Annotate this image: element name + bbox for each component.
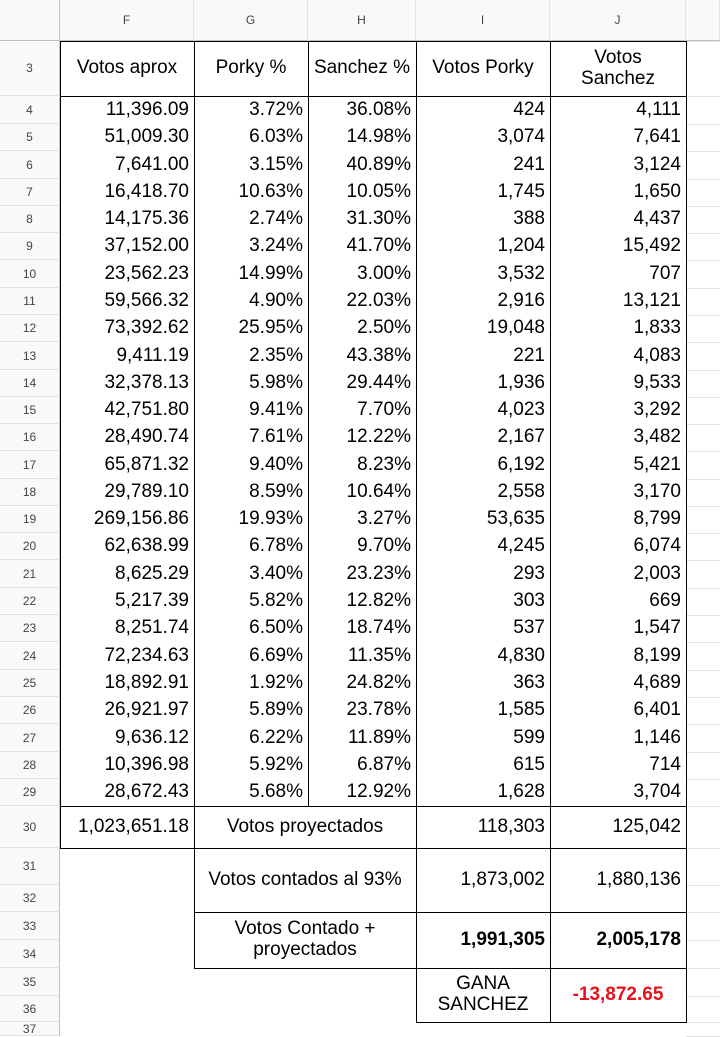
table-cell[interactable]: 23.78% xyxy=(346,699,411,721)
table-cell[interactable]: 3.40% xyxy=(249,562,303,584)
votos-proyectados-label[interactable]: Votos proyectados xyxy=(226,815,384,837)
row-header-32[interactable]: 32 xyxy=(0,885,60,912)
table-cell[interactable]: 3,170 xyxy=(633,481,681,503)
table-cell[interactable]: 424 xyxy=(513,98,545,120)
table-cell[interactable]: 14.99% xyxy=(238,262,303,284)
border-line xyxy=(550,41,551,806)
table-cell[interactable]: 6.69% xyxy=(249,644,303,666)
table-cell[interactable]: 5.68% xyxy=(249,781,303,803)
row-header-10[interactable]: 10 xyxy=(0,260,60,288)
total-votos-aprox[interactable]: 1,023,651.18 xyxy=(78,815,189,837)
table-cell[interactable]: 3,704 xyxy=(633,781,681,803)
table-cell[interactable]: 12.92% xyxy=(346,781,411,803)
table-cell[interactable]: 10.63% xyxy=(238,181,303,203)
border-line xyxy=(194,848,195,968)
table-cell[interactable]: 29.44% xyxy=(346,372,411,394)
table-cell[interactable]: 1,585 xyxy=(497,699,545,721)
contados-porky[interactable]: 1,873,002 xyxy=(460,868,545,890)
gridline xyxy=(686,560,720,561)
column-header-g[interactable]: G xyxy=(194,0,308,41)
table-cell[interactable]: 12.22% xyxy=(346,426,411,448)
gridline xyxy=(686,96,720,97)
row-header-18[interactable]: 18 xyxy=(0,479,60,506)
border-line xyxy=(194,912,687,913)
table-cell[interactable]: 669 xyxy=(649,590,681,612)
gridline xyxy=(686,424,720,425)
border-line xyxy=(416,1022,687,1023)
row-header-15[interactable]: 15 xyxy=(0,397,60,424)
table-cell[interactable]: 62,638.99 xyxy=(104,535,189,557)
table-cell[interactable]: 7.70% xyxy=(357,399,411,421)
row-header-34[interactable]: 34 xyxy=(0,940,60,968)
table-cell[interactable]: 5.82% xyxy=(249,590,303,612)
table-cell[interactable]: 15,492 xyxy=(622,235,681,257)
gridline xyxy=(686,41,720,42)
row-header-21[interactable]: 21 xyxy=(0,560,60,588)
gridline xyxy=(686,151,720,152)
table-cell[interactable]: 3.72% xyxy=(249,98,303,120)
table-cell[interactable]: 2,003 xyxy=(633,562,681,584)
gridline xyxy=(686,315,720,316)
table-cell[interactable]: 2.35% xyxy=(249,344,303,366)
gridline xyxy=(686,288,720,289)
table-cell[interactable]: 4,245 xyxy=(497,535,545,557)
row-header-22[interactable]: 22 xyxy=(0,588,60,615)
table-cell[interactable]: 31.30% xyxy=(346,208,411,230)
table-cell[interactable]: 6.87% xyxy=(357,754,411,776)
table-cell[interactable]: 73,392.62 xyxy=(104,317,189,339)
gridline xyxy=(686,724,720,725)
table-cell[interactable]: 59,566.32 xyxy=(104,290,189,312)
border-line xyxy=(60,848,687,849)
table-cell[interactable]: 18,892.91 xyxy=(104,672,189,694)
gana-sanchez-label[interactable]: GANA SANCHEZ xyxy=(437,973,529,1015)
border-line xyxy=(308,41,309,806)
row-header-14[interactable]: 14 xyxy=(0,370,60,397)
border-line xyxy=(550,968,551,1022)
row-header-6[interactable]: 6 xyxy=(0,151,60,179)
table-cell[interactable]: 2,558 xyxy=(497,481,545,503)
table-cell[interactable]: 43.38% xyxy=(346,344,411,366)
table-cell[interactable]: 26,921.97 xyxy=(104,699,189,721)
column-header-j[interactable]: J xyxy=(550,0,686,41)
border-line xyxy=(416,806,417,848)
row-header-37[interactable]: 37 xyxy=(0,1022,60,1036)
border-line xyxy=(194,806,195,848)
table-cell[interactable]: 7,641 xyxy=(633,126,681,148)
gridline xyxy=(686,670,720,671)
table-cell[interactable]: 4,083 xyxy=(633,344,681,366)
table-cell[interactable]: 18.74% xyxy=(346,617,411,639)
table-cell[interactable]: 22.03% xyxy=(346,290,411,312)
table-cell[interactable]: 29,789.10 xyxy=(104,481,189,503)
table-cell[interactable]: 363 xyxy=(513,672,545,694)
row-header-17[interactable]: 17 xyxy=(0,451,60,479)
table-cell[interactable]: 1,650 xyxy=(633,181,681,203)
difference-value[interactable]: -13,872.65 xyxy=(572,983,664,1005)
gridline xyxy=(686,752,720,753)
table-cell[interactable]: 303 xyxy=(513,590,545,612)
row-header-26[interactable]: 26 xyxy=(0,697,60,724)
row-header-12[interactable]: 12 xyxy=(0,315,60,342)
header-sanchez-[interactable]: Sanchez % xyxy=(313,57,411,79)
row-header-16[interactable]: 16 xyxy=(0,424,60,451)
table-cell[interactable]: 4,437 xyxy=(633,208,681,230)
border-line xyxy=(194,968,687,969)
row-header-4[interactable]: 4 xyxy=(0,96,60,124)
table-cell[interactable]: 9,411.19 xyxy=(116,344,189,366)
table-cell[interactable]: 6,074 xyxy=(633,535,681,557)
table-cell[interactable]: 11,396.09 xyxy=(105,98,189,120)
table-cell[interactable]: 4,689 xyxy=(633,672,681,694)
border-line xyxy=(60,96,687,97)
column-header-f[interactable]: F xyxy=(60,0,194,41)
select-all-corner[interactable] xyxy=(0,0,60,41)
table-cell[interactable]: 9.40% xyxy=(249,453,303,475)
table-cell[interactable]: 51,009.30 xyxy=(104,126,189,148)
gridline xyxy=(686,533,720,534)
row-header-33[interactable]: 33 xyxy=(0,912,60,940)
gridline xyxy=(686,397,720,398)
table-cell[interactable]: 10.05% xyxy=(346,181,411,203)
table-cell[interactable]: 8,625.29 xyxy=(115,562,189,584)
gridline xyxy=(686,912,720,913)
table-cell[interactable]: 7,641.00 xyxy=(115,153,189,175)
table-cell[interactable]: 9,636.12 xyxy=(115,726,189,748)
table-cell[interactable]: 40.89% xyxy=(346,153,411,175)
table-cell[interactable]: 1,204 xyxy=(497,235,545,257)
border-line xyxy=(60,806,687,807)
gridline xyxy=(686,885,720,886)
table-cell[interactable]: 4,023 xyxy=(497,399,545,421)
table-cell[interactable]: 3,074 xyxy=(497,126,545,148)
table-cell[interactable]: 53,635 xyxy=(486,508,545,530)
gridline xyxy=(686,124,720,125)
row-header-20[interactable]: 20 xyxy=(0,533,60,560)
table-cell[interactable]: 28,672.43 xyxy=(104,781,189,803)
table-cell[interactable]: 23,562.23 xyxy=(104,262,189,284)
table-cell[interactable]: 1,547 xyxy=(633,617,681,639)
table-cell[interactable]: 1.92% xyxy=(249,672,303,694)
table-cell[interactable]: 6,401 xyxy=(633,699,681,721)
table-cell[interactable]: 1,146 xyxy=(633,726,681,748)
row-header-30[interactable]: 30 xyxy=(0,806,60,848)
row-header-7[interactable]: 7 xyxy=(0,179,60,206)
table-cell[interactable]: 3,124 xyxy=(633,153,681,175)
table-cell[interactable]: 537 xyxy=(513,617,545,639)
table-cell[interactable]: 2.74% xyxy=(249,208,303,230)
table-cell[interactable]: 8.23% xyxy=(357,453,411,475)
border-line xyxy=(194,41,195,806)
header-votos-aprox[interactable]: Votos aprox xyxy=(76,57,178,79)
gridline xyxy=(686,233,720,234)
border-line xyxy=(686,968,687,1022)
border-line xyxy=(686,806,687,848)
table-cell[interactable]: 41.70% xyxy=(346,235,411,257)
row-header-11[interactable]: 11 xyxy=(0,288,60,315)
table-cell[interactable]: 3,532 xyxy=(497,262,545,284)
header-porky-[interactable]: Porky % xyxy=(215,57,287,79)
border-line xyxy=(686,848,687,968)
row-header-27[interactable]: 27 xyxy=(0,724,60,752)
table-cell[interactable]: 3.15% xyxy=(249,153,303,175)
table-cell[interactable]: 28,490.74 xyxy=(104,426,189,448)
border-line xyxy=(550,848,551,968)
table-cell[interactable]: 269,156.86 xyxy=(93,508,189,530)
table-cell[interactable]: 9.41% xyxy=(249,399,303,421)
gridline xyxy=(686,451,720,452)
table-cell[interactable]: 2.50% xyxy=(357,317,411,339)
border-line xyxy=(60,41,687,42)
gridline xyxy=(686,342,720,343)
table-cell[interactable]: 8,199 xyxy=(633,644,681,666)
border-line xyxy=(416,848,417,968)
table-cell[interactable]: 714 xyxy=(649,754,681,776)
table-cell[interactable]: 4,830 xyxy=(497,644,545,666)
gridline xyxy=(686,260,720,261)
table-cell[interactable]: 72,234.63 xyxy=(104,644,189,666)
table-cell[interactable]: 599 xyxy=(513,726,545,748)
gridline xyxy=(686,968,720,969)
gridline xyxy=(686,588,720,589)
table-cell[interactable]: 1,936 xyxy=(497,372,545,394)
gridline xyxy=(686,940,720,941)
gridline xyxy=(686,806,720,807)
table-cell[interactable]: 707 xyxy=(649,262,681,284)
contados-sanchez[interactable]: 1,880,136 xyxy=(596,868,681,890)
table-cell[interactable]: 3.24% xyxy=(249,235,303,257)
votos-total-label[interactable]: Votos Contado + proyectados xyxy=(234,918,376,960)
gridline xyxy=(686,479,720,480)
table-cell[interactable]: 14,175.36 xyxy=(104,208,189,230)
table-cell[interactable]: 10.64% xyxy=(346,481,411,503)
row-header-36[interactable]: 36 xyxy=(0,996,60,1022)
row-header-24[interactable]: 24 xyxy=(0,642,60,670)
gridline xyxy=(686,370,720,371)
border-line xyxy=(550,806,551,848)
column-header-i[interactable]: I xyxy=(416,0,550,41)
table-cell[interactable]: 6.22% xyxy=(249,726,303,748)
row-header-19[interactable]: 19 xyxy=(0,506,60,533)
table-cell[interactable]: 5.89% xyxy=(249,699,303,721)
table-cell[interactable]: 1,628 xyxy=(497,781,545,803)
table-cell[interactable]: 19.93% xyxy=(238,508,303,530)
table-cell[interactable]: 11.89% xyxy=(347,726,411,748)
row-header-3[interactable]: 3 xyxy=(0,41,60,96)
table-cell[interactable]: 5.92% xyxy=(249,754,303,776)
table-cell[interactable]: 5.98% xyxy=(249,372,303,394)
table-cell[interactable]: 1,745 xyxy=(497,181,545,203)
row-header-9[interactable]: 9 xyxy=(0,233,60,260)
header-votos-porky[interactable]: Votos Porky xyxy=(432,57,534,79)
table-cell[interactable]: 3.00% xyxy=(357,262,411,284)
row-header-28[interactable]: 28 xyxy=(0,752,60,779)
gridline xyxy=(686,996,720,997)
gridline xyxy=(686,615,720,616)
table-cell[interactable]: 2,167 xyxy=(497,426,545,448)
table-cell[interactable]: 6.78% xyxy=(249,535,303,557)
table-cell[interactable]: 9,533 xyxy=(633,372,681,394)
table-cell[interactable]: 7.61% xyxy=(249,426,303,448)
table-cell[interactable]: 6.03% xyxy=(249,126,303,148)
table-cell[interactable]: 16,418.70 xyxy=(104,181,189,203)
total-sanchez[interactable]: 2,005,178 xyxy=(596,928,681,950)
table-cell[interactable]: 25.95% xyxy=(238,317,303,339)
table-cell[interactable]: 3.27% xyxy=(357,508,411,530)
table-cell[interactable]: 1,833 xyxy=(633,317,681,339)
table-cell[interactable]: 65,871.32 xyxy=(104,453,189,475)
table-cell[interactable]: 42,751.80 xyxy=(104,399,189,421)
total-porky[interactable]: 1,991,305 xyxy=(460,928,545,950)
row-header-35[interactable]: 35 xyxy=(0,968,60,996)
gridline xyxy=(686,848,720,849)
table-cell[interactable]: 11.35% xyxy=(347,644,411,666)
gridline xyxy=(686,779,720,780)
votos-contados-label[interactable]: Votos contados al 93% xyxy=(208,868,402,890)
table-cell[interactable]: 221 xyxy=(513,344,545,366)
gridline xyxy=(686,206,720,207)
table-cell[interactable]: 23.23% xyxy=(346,562,411,584)
table-cell[interactable]: 5,421 xyxy=(633,453,681,475)
table-cell[interactable]: 6,192 xyxy=(497,453,545,475)
row-header-8[interactable]: 8 xyxy=(0,206,60,233)
table-cell[interactable]: 19,048 xyxy=(486,317,545,339)
border-line xyxy=(686,41,687,806)
table-cell[interactable]: 3,482 xyxy=(633,426,681,448)
table-cell[interactable]: 8,799 xyxy=(633,508,681,530)
header-votos-sanchez[interactable]: Votos Sanchez xyxy=(581,46,655,89)
table-cell[interactable]: 293 xyxy=(513,562,545,584)
table-cell[interactable]: 32,378.13 xyxy=(104,372,189,394)
gridline xyxy=(686,642,720,643)
row-header-25[interactable]: 25 xyxy=(0,670,60,697)
column-header-h[interactable]: H xyxy=(308,0,416,41)
table-cell[interactable]: 388 xyxy=(513,208,545,230)
border-line xyxy=(60,806,61,848)
table-cell[interactable]: 12.82% xyxy=(346,590,411,612)
row-header-31[interactable]: 31 xyxy=(0,848,60,885)
row-header-29[interactable]: 29 xyxy=(0,779,60,806)
table-cell[interactable]: 14.98% xyxy=(346,126,411,148)
gridline xyxy=(686,506,720,507)
border-line xyxy=(416,41,417,806)
table-cell[interactable]: 37,152.00 xyxy=(104,235,189,257)
table-cell[interactable]: 8,251.74 xyxy=(115,617,189,639)
gridline xyxy=(686,697,720,698)
table-cell[interactable]: 6.50% xyxy=(249,617,303,639)
table-cell[interactable]: 2,916 xyxy=(497,290,545,312)
table-cell[interactable]: 10,396.98 xyxy=(104,754,189,776)
table-cell[interactable]: 5,217.39 xyxy=(115,590,189,612)
table-cell[interactable]: 13,121 xyxy=(622,290,681,312)
table-cell[interactable]: 241 xyxy=(513,153,545,175)
proyectados-sanchez[interactable]: 125,042 xyxy=(612,815,681,837)
row-header-23[interactable]: 23 xyxy=(0,615,60,642)
gridline xyxy=(686,179,720,180)
gridline xyxy=(686,1022,720,1023)
table-cell[interactable]: 4,111 xyxy=(636,98,681,120)
table-cell[interactable]: 24.82% xyxy=(346,672,411,694)
column-header-blank[interactable] xyxy=(686,0,720,41)
table-cell[interactable]: 4.90% xyxy=(249,290,303,312)
border-line xyxy=(416,968,417,1022)
table-cell[interactable]: 9.70% xyxy=(357,535,411,557)
table-cell[interactable]: 36.08% xyxy=(346,98,411,120)
table-cell[interactable]: 8.59% xyxy=(249,481,303,503)
border-line xyxy=(60,41,61,806)
proyectados-porky[interactable]: 118,303 xyxy=(477,815,545,837)
table-cell[interactable]: 615 xyxy=(513,754,545,776)
row-header-5[interactable]: 5 xyxy=(0,124,60,151)
row-header-13[interactable]: 13 xyxy=(0,342,60,370)
table-cell[interactable]: 3,292 xyxy=(633,399,681,421)
